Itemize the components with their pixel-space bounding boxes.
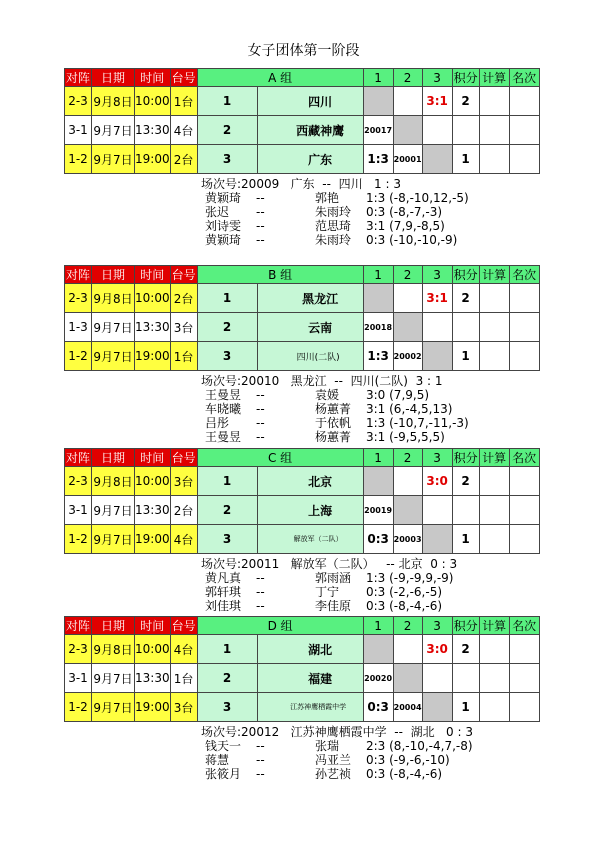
col-time: 时间 [135,69,171,87]
match-result: 0:3 (-8,-7,-3) [366,205,443,219]
group-table-a [64,68,540,174]
match-row [201,599,457,613]
match-header-line: 场次号:20012 江苏神鹰栖霞中学 -- 湖北 0 : 3 [201,725,473,739]
score-cell-3 [422,664,452,693]
score-cell-2 [393,284,422,313]
calc-cell [479,664,509,693]
seed-cell: 2 [197,496,257,525]
col-table: 台号 [170,69,197,87]
team-cell: 福建 [257,664,363,693]
table-row [65,496,540,525]
col-date: 日期 [92,617,135,635]
col-date: 日期 [92,266,135,284]
table-row [65,87,540,116]
score-cell-3 [422,145,452,174]
time-cell: 19:00 [135,693,171,722]
score-cell-3: 3:0 [422,467,452,496]
match-result: 3:1 (7,9,-8,5) [366,219,445,233]
score-cell-1: 0:3 [363,693,393,722]
col-time: 时间 [135,617,171,635]
player-1: 张筱月 [205,767,242,781]
table-cell: 2台 [170,496,197,525]
score-cell-2: 20003 [393,525,422,554]
rank-cell [509,145,539,174]
col-date: 日期 [92,69,135,87]
player-2: 郭雨涵 [315,571,352,585]
vs-cell: 2-3 [65,87,92,116]
group-table-d [64,616,540,722]
match-details-c [201,557,457,613]
vs-cell: 3-1 [65,116,92,145]
score-cell-1: 1:3 [363,342,393,371]
calc-cell [479,145,509,174]
rank-cell [509,525,539,554]
vs-dash: -- [256,753,265,767]
group-header-row [65,617,540,635]
match-result: 0:3 (-8,-4,-6) [366,599,443,613]
col-points: 积分 [452,617,479,635]
col-calc: 计算 [479,449,509,467]
score-cell-2: 20004 [393,693,422,722]
player-2: 郭艳 [315,191,340,205]
calc-cell [479,342,509,371]
vs-cell: 1-3 [65,313,92,342]
vs-cell: 2-3 [65,635,92,664]
table-cell: 3台 [170,693,197,722]
calc-cell [479,87,509,116]
rank-cell [509,635,539,664]
calc-cell [479,496,509,525]
group-name: D 组 [197,617,363,635]
table-row [65,693,540,722]
time-cell: 13:30 [135,664,171,693]
team-cell: 四川 [257,87,363,116]
vs-dash: -- [256,191,265,205]
match-row [201,402,453,416]
date-cell: 9月7日 [92,145,135,174]
group-table-b [64,265,540,371]
player-1: 车晓曦 [205,402,242,416]
group-header-row [65,69,540,87]
player-2: 朱雨玲 [315,205,352,219]
col-2: 2 [393,617,422,635]
date-cell: 9月8日 [92,467,135,496]
points-cell: 2 [452,87,479,116]
score-cell-3 [422,693,452,722]
rank-cell [509,664,539,693]
table-row [65,116,540,145]
player-2: 杨蕙菁 [315,430,352,444]
col-table: 台号 [170,449,197,467]
score-cell-2 [393,116,422,145]
match-result: 0:3 (-10,-10,-9) [366,233,458,247]
player-1: 王曼昱 [205,388,242,402]
vs-dash: -- [256,416,265,430]
vs-dash: -- [256,767,265,781]
score-cell-3: 3:0 [422,635,452,664]
col-2: 2 [393,69,422,87]
col-vs: 对阵 [65,617,92,635]
score-cell-2 [393,87,422,116]
team-cell: 黑龙江 [257,284,363,313]
player-2: 杨蕙菁 [315,402,352,416]
group-header-row [65,266,540,284]
vs-dash: -- [256,430,265,444]
match-result: 1:3 (-9,-9,9,-9) [366,571,454,585]
time-cell: 13:30 [135,313,171,342]
table-row [65,313,540,342]
team-cell: 上海 [257,496,363,525]
match-result: 0:3 (-2,-6,-5) [366,585,443,599]
points-cell: 2 [452,635,479,664]
match-row [201,191,469,205]
score-cell-3: 3:1 [422,87,452,116]
time-cell: 10:00 [135,284,171,313]
team-cell: 江苏神鹰栖霞中学 [257,693,363,722]
table-cell: 3台 [170,467,197,496]
vs-dash: -- [256,219,265,233]
player-2: 范思琦 [315,219,352,233]
table-cell: 1台 [170,664,197,693]
score-cell-2 [393,496,422,525]
seed-cell: 1 [197,467,257,496]
team-cell: 云南 [257,313,363,342]
rank-cell [509,467,539,496]
col-points: 积分 [452,449,479,467]
player-2: 袁媛 [315,388,340,402]
col-vs: 对阵 [65,69,92,87]
table-cell: 4台 [170,635,197,664]
time-cell: 10:00 [135,87,171,116]
vs-cell: 1-2 [65,342,92,371]
score-cell-3: 3:1 [422,284,452,313]
date-cell: 9月7日 [92,525,135,554]
rank-cell [509,313,539,342]
col-calc: 计算 [479,617,509,635]
score-cell-1 [363,87,393,116]
seed-cell: 1 [197,635,257,664]
date-cell: 9月7日 [92,313,135,342]
seed-cell: 2 [197,664,257,693]
match-row [201,430,443,444]
col-1: 1 [363,617,393,635]
calc-cell [479,693,509,722]
score-cell-1: 1:3 [363,145,393,174]
match-details-b [201,374,469,444]
score-cell-3 [422,313,452,342]
date-cell: 9月8日 [92,284,135,313]
player-2: 冯亚兰 [315,753,352,767]
vs-cell: 2-3 [65,284,92,313]
col-vs: 对阵 [65,449,92,467]
team-cell: 四川(二队) [257,342,363,371]
match-row [201,388,443,402]
time-cell: 19:00 [135,342,171,371]
score-cell-2: 20001 [393,145,422,174]
team-cell: 西藏神鹰 [257,116,363,145]
player-1: 刘佳琪 [205,599,242,613]
match-result: 3:1 (6,-4,5,13) [366,402,453,416]
vs-cell: 3-1 [65,664,92,693]
group-table-c [64,448,540,554]
player-1: 黄颖琦 [205,233,242,247]
rank-cell [509,284,539,313]
time-cell: 13:30 [135,116,171,145]
match-row [201,233,458,247]
match-row [201,571,457,585]
vs-dash: -- [256,388,265,402]
time-cell: 10:00 [135,635,171,664]
col-time: 时间 [135,449,171,467]
time-cell: 19:00 [135,525,171,554]
col-rank: 名次 [509,69,539,87]
col-rank: 名次 [509,266,539,284]
vs-dash: -- [256,571,265,585]
col-2: 2 [393,449,422,467]
col-table: 台号 [170,266,197,284]
match-header-line: 场次号:20011 解放军（二队） -- 北京 0 : 3 [201,557,458,571]
points-cell [452,116,479,145]
match-result: 2:3 (8,-10,-4,7,-8) [366,739,473,753]
rank-cell [509,87,539,116]
points-cell [452,664,479,693]
vs-dash: -- [256,599,265,613]
player-1: 黄颖琦 [205,191,242,205]
col-calc: 计算 [479,266,509,284]
col-2: 2 [393,266,422,284]
calc-cell [479,284,509,313]
match-result: 3:1 (-9,5,5,5) [366,430,445,444]
table-cell: 3台 [170,313,197,342]
time-cell: 13:30 [135,496,171,525]
seed-cell: 1 [197,284,257,313]
score-cell-3 [422,342,452,371]
score-cell-1 [363,284,393,313]
date-cell: 9月7日 [92,664,135,693]
match-result: 0:3 (-8,-4,-6) [366,767,443,781]
vs-dash: -- [256,739,265,753]
match-row [201,739,473,753]
vs-dash: -- [256,402,265,416]
match-row [201,767,473,781]
player-2: 李佳原 [315,599,352,613]
seed-cell: 3 [197,693,257,722]
vs-cell: 3-1 [65,496,92,525]
table-row [65,664,540,693]
group-name: A 组 [197,69,363,87]
table-row [65,342,540,371]
group-name: B 组 [197,266,363,284]
table-cell: 2台 [170,284,197,313]
rank-cell [509,496,539,525]
calc-cell [479,525,509,554]
score-cell-3 [422,496,452,525]
col-1: 1 [363,449,393,467]
player-1: 蒋慧 [205,753,230,767]
col-points: 积分 [452,266,479,284]
team-cell: 广东 [257,145,363,174]
vs-cell: 2-3 [65,467,92,496]
col-vs: 对阵 [65,266,92,284]
table-row [65,467,540,496]
col-rank: 名次 [509,449,539,467]
match-row [201,219,445,233]
score-cell-3 [422,116,452,145]
match-details-d [201,725,473,781]
score-cell-2 [393,467,422,496]
match-row [201,753,473,767]
seed-cell: 2 [197,313,257,342]
seed-cell: 3 [197,342,257,371]
vs-cell: 1-2 [65,145,92,174]
seed-cell: 3 [197,145,257,174]
table-row [65,145,540,174]
col-time: 时间 [135,266,171,284]
points-cell: 1 [452,145,479,174]
seed-cell: 3 [197,525,257,554]
date-cell: 9月7日 [92,496,135,525]
match-row [201,585,457,599]
col-3: 3 [422,69,452,87]
table-row [65,284,540,313]
score-cell-2 [393,635,422,664]
match-result: 1:3 (-10,7,-11,-3) [366,416,469,430]
player-1: 黄凡真 [205,571,242,585]
col-calc: 计算 [479,69,509,87]
points-cell [452,313,479,342]
player-2: 丁宁 [315,585,340,599]
match-row [201,205,443,219]
player-1: 张迟 [205,205,230,219]
vs-cell: 1-2 [65,693,92,722]
player-1: 王曼昱 [205,430,242,444]
team-cell: 解放军（二队） [257,525,363,554]
match-details-a [201,177,469,247]
vs-dash: -- [256,233,265,247]
date-cell: 9月7日 [92,693,135,722]
col-3: 3 [422,617,452,635]
table-cell: 2台 [170,145,197,174]
vs-cell: 1-2 [65,525,92,554]
vs-dash: -- [256,205,265,219]
player-2: 于依帆 [315,416,352,430]
points-cell: 1 [452,525,479,554]
table-cell: 1台 [170,87,197,116]
date-cell: 9月8日 [92,635,135,664]
calc-cell [479,116,509,145]
points-cell: 1 [452,693,479,722]
score-cell-1: 20017 [363,116,393,145]
score-cell-1 [363,467,393,496]
col-date: 日期 [92,449,135,467]
match-row [201,416,469,430]
score-cell-1: 20018 [363,313,393,342]
rank-cell [509,693,539,722]
table-cell: 1台 [170,342,197,371]
points-cell: 1 [452,342,479,371]
score-cell-2: 20002 [393,342,422,371]
time-cell: 10:00 [135,467,171,496]
rank-cell [509,342,539,371]
match-header-line: 场次号:20009 广东 -- 四川 1 : 3 [201,177,401,191]
match-result: 3:0 (7,9,5) [366,388,430,402]
player-1: 郭轩琪 [205,585,242,599]
points-cell: 2 [452,284,479,313]
score-cell-1: 20020 [363,664,393,693]
match-result: 0:3 (-9,-6,-10) [366,753,450,767]
col-3: 3 [422,449,452,467]
calc-cell [479,313,509,342]
score-cell-1 [363,635,393,664]
player-2: 朱雨玲 [315,233,352,247]
player-1: 刘诗雯 [205,219,242,233]
score-cell-3 [422,525,452,554]
player-1: 钱天一 [205,739,242,753]
table-cell: 4台 [170,116,197,145]
team-cell: 湖北 [257,635,363,664]
col-3: 3 [422,266,452,284]
score-cell-2 [393,313,422,342]
group-header-row [65,449,540,467]
player-1: 吕彤 [205,416,230,430]
date-cell: 9月8日 [92,87,135,116]
match-result: 1:3 (-8,-10,12,-5) [366,191,469,205]
score-cell-2 [393,664,422,693]
table-cell: 4台 [170,525,197,554]
seed-cell: 2 [197,116,257,145]
col-1: 1 [363,266,393,284]
group-name: C 组 [197,449,363,467]
col-points: 积分 [452,69,479,87]
match-header-line: 场次号:20010 黑龙江 -- 四川(二队) 3 : 1 [201,374,443,388]
col-table: 台号 [170,617,197,635]
team-cell: 北京 [257,467,363,496]
player-2: 张瑞 [315,739,340,753]
date-cell: 9月7日 [92,342,135,371]
points-cell [452,496,479,525]
date-cell: 9月7日 [92,116,135,145]
time-cell: 19:00 [135,145,171,174]
table-row [65,525,540,554]
seed-cell: 1 [197,87,257,116]
table-row [65,635,540,664]
col-1: 1 [363,69,393,87]
score-cell-1: 20019 [363,496,393,525]
rank-cell [509,116,539,145]
col-rank: 名次 [509,617,539,635]
page-title: 女子团体第一阶段 [247,43,360,59]
vs-dash: -- [256,585,265,599]
points-cell: 2 [452,467,479,496]
player-2: 孙艺祯 [315,767,352,781]
calc-cell [479,635,509,664]
score-cell-1: 0:3 [363,525,393,554]
calc-cell [479,467,509,496]
